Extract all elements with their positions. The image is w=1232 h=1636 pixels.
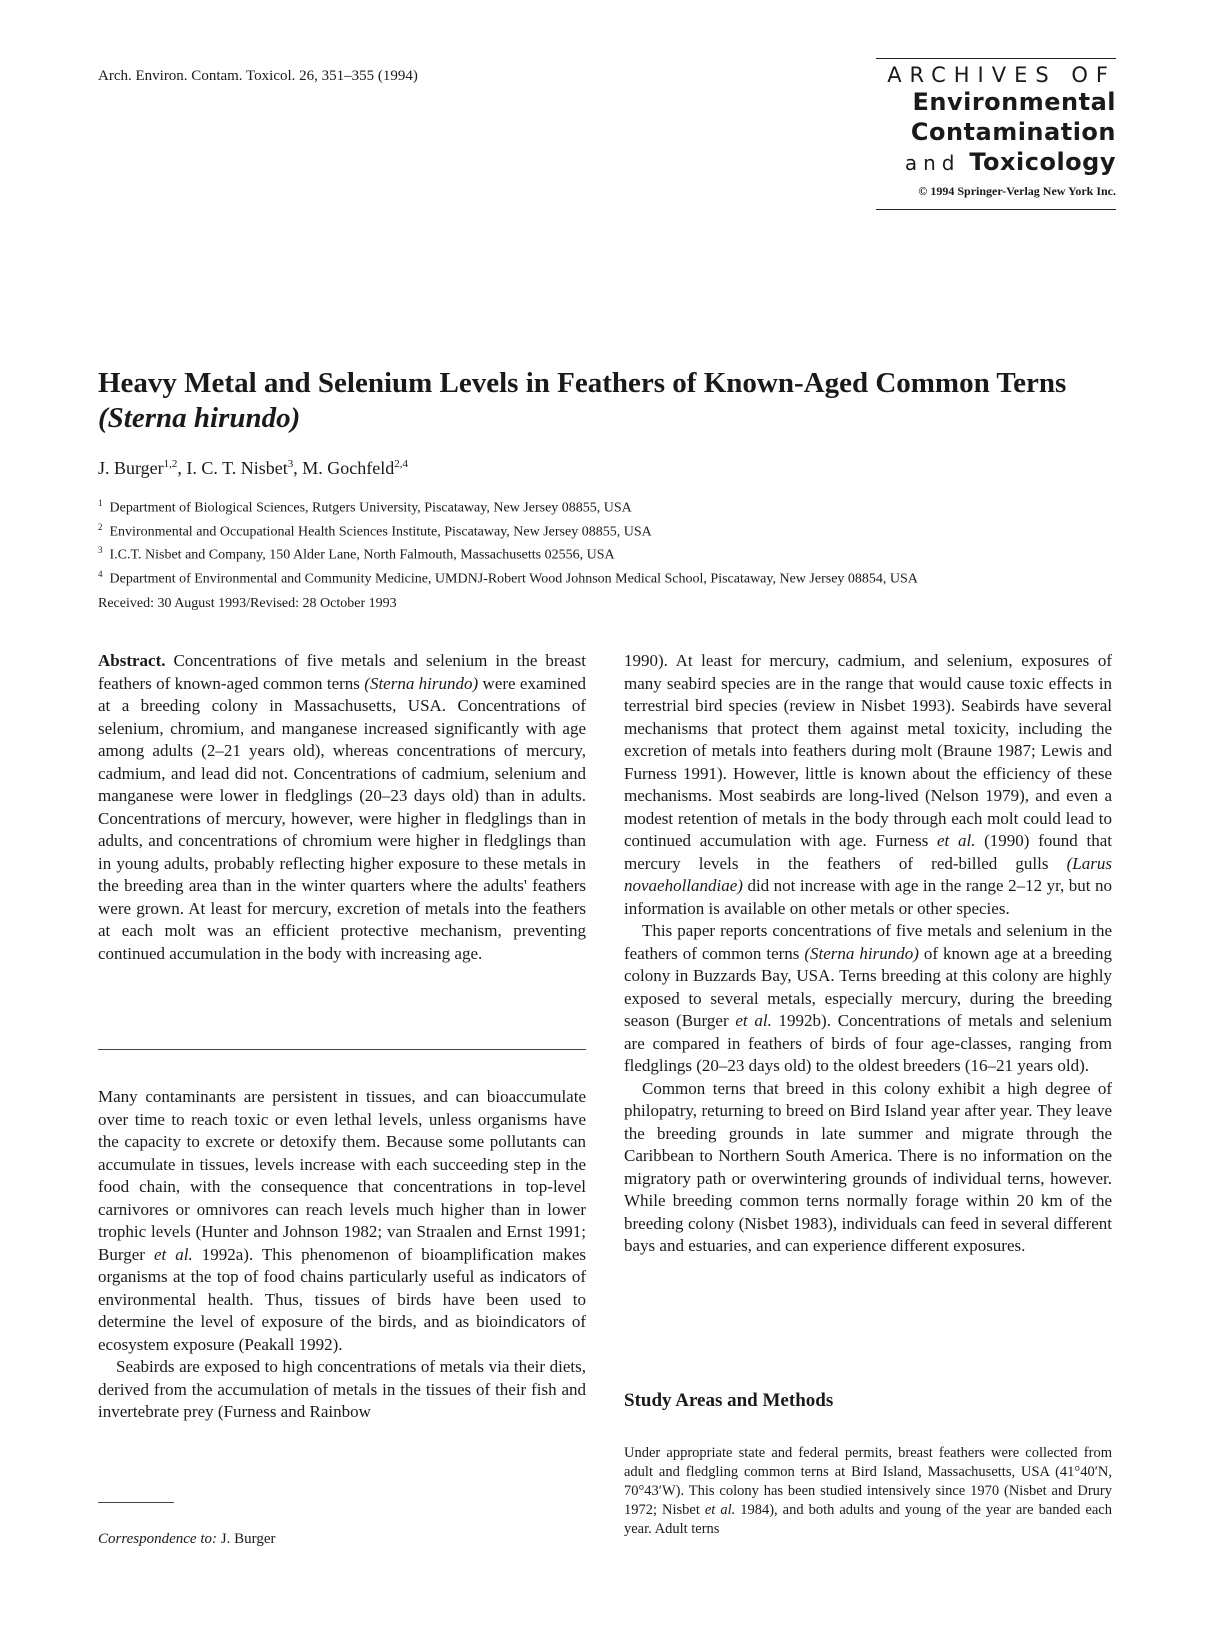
journal-archives-label: ARCHIVES OF xyxy=(887,63,1116,87)
author-name: J. Burger xyxy=(98,458,164,478)
body-paragraph: This paper reports concentrations of five metals and selenium in the feathers of common terns (Sterna hirundo) of known age at a breeding colony in Buzzards Bay, USA. Terns breeding at this colony are highly exposed to several metals, especially mercury, during the breeding season (Burger et al. 1992b). Concentrations of metals and selenium are compared in feathers of birds of four age-classes, ranging from fledglings (20–23 days old) to the oldest breeders (16–21 years old). xyxy=(624,921,1112,1075)
article-title-species: (Sterna hirundo) xyxy=(98,402,301,434)
author-affil-ref: 3 xyxy=(287,458,294,470)
masthead-top-rule xyxy=(876,58,1116,59)
affiliation-item: $^2$ Environmental and Occupational Health Sciences Institute, Piscataway, New Jersey 08855, USA xyxy=(98,521,652,540)
intro-paragraph: Many contaminants are persistent in tissues, and can bioaccumulate over time to reach toxic or even lethal levels, unless organisms have the capacity to excrete or detoxify them. Because some pollutants can accumulate in tissues, levels increase with each succeeding step in the food chain, with the consequence that concentrations in top-level carnivores or omnivores can reach levels much higher than in lower trophic levels (Hunter and Johnson 1982; van Straalen and Ernst 1991; Burger et al. 1992a). This phenomenon of bioamplification makes organisms at the top of food chains particularly useful as indicators of environmental health. Thus, tissues of birds have been used to determine the level of exposure of the birds, and as bioindicators of ecosystem exposure (Peakall 1992). xyxy=(98,1087,587,1354)
methods-text: Under appropriate state and federal permits, breast feathers were collected from adult and fledgling common terns at Bird Island, Massachusetts, USA (41°40′N, 70°43′W). This colony has been studied intensively since 1970 (Nisbet and Drury 1972; Nisbet et al. 1984), and both adults and young of the year are banded each year. Adult terns xyxy=(624,1445,1112,1537)
author-name: M. Gochfeld xyxy=(302,458,395,478)
author-name: I. C. T. Nisbet xyxy=(186,458,288,478)
author-affil-ref: 2,4 xyxy=(394,458,408,470)
footnote-rule xyxy=(98,1502,174,1503)
body-paragraph: Common terns that breed in this colony exhibit a high degree of philopatry, returning to breed on Bird Island year after year. They leave the breeding grounds in late summer and migrate through the Caribbean to Northern South America. There is no information on the migratory path or overwintering grounds of individual terns, however. While breeding common terns normally forage within 20 km of the breeding colony (Nisbet 1983), individuals can feed in several different bays and estuaries, and can experience different exposures. xyxy=(624,1078,1112,1255)
received-dates: Received: 30 August 1993/Revised: 28 October 1993 xyxy=(98,596,397,611)
journal-name-toxicology: Toxicology xyxy=(969,148,1116,176)
right-column-text xyxy=(624,650,1112,1258)
correspondence-note: Correspondence to: J. Burger xyxy=(98,1531,276,1547)
affiliation-list xyxy=(98,494,918,589)
journal-and: and xyxy=(904,151,961,175)
article-title-main: Heavy Metal and Selenium Levels in Feathers of Known-Aged Common Terns xyxy=(98,367,1067,399)
journal-name-contamination: Contamination xyxy=(910,118,1116,146)
masthead-bottom-rule xyxy=(876,209,1116,210)
body-paragraph: 1990). At least for mercury, cadmium, and selenium, exposures of many seabird species are in the range that would cause toxic effects in terrestrial bird species (review in Nisbet 1993). Seabirds have several mechanisms that protect them against metal toxicity, including the excretion of metals into feathers during molt (Braune 1987; Lewis and Furness 1991). However, little is known about the efficiency of these mechanisms. Most seabirds are long-lived (Nelson 1979), and even a modest retention of metals in the body through each molt could lead to continued accumulation with age. Furness et al. (1990) found that mercury levels in the feathers of red-billed gulls (Larus novaehollandiae) did not increase with age in the range 2–12 yr, but no information is available on other metals or other species. xyxy=(624,651,1112,918)
author-affil-ref: 1,2 xyxy=(163,458,178,470)
affiliation-item: $^1$ Department of Biological Sciences, Rutgers University, Piscataway, New Jersey 08855, USA xyxy=(98,498,632,516)
abstract: Abstract. Concentrations of five metals and selenium in the breast feathers of known-aged common terns (Sterna hirundo) were examined at a breeding colony in Massachusetts, USA. Concentrations of selenium, chromium, and manganese increased significantly with age among adults (2–21 years old), whereas concentrations of mercury, cadmium, and lead did not. Concentrations of cadmium, selenium and manganese were lower in fledglings (20–23 days old) than in adults. Concentrations of mercury, however, were higher in fledglings than in adults, and concentrations of chromium were higher in fledglings than in young adults, probably reflecting higher exposure to these metals in the breeding area than in the winter quarters where the adults' feathers were grown. At least for mercury, excretion of metals into the feathers at each molt was an efficient protective mechanism, preventing continued accumulation in the body with increasing age. xyxy=(98,651,586,963)
journal-name-toxicology-line xyxy=(876,147,1116,178)
journal-masthead xyxy=(876,58,1116,210)
journal-name-environmental: Environmental xyxy=(912,88,1116,116)
abstract-label: Abstract. xyxy=(98,651,166,670)
intro-paragraph: Seabirds are exposed to high concentrations of metals via their diets, derived from the accumulation of metals in the tissues of their fish and invertebrate prey (Furness and Rainbow xyxy=(98,1357,586,1421)
article-title xyxy=(98,366,1138,436)
affiliation-item: $^4$ Department of Environmental and Community Medicine, UMDNJ-Robert Wood Johnson Medical School, Piscataway, New Jersey 08854, USA xyxy=(98,568,918,587)
journal-copyright: © 1994 Springer-Verlag New York Inc. xyxy=(918,184,1116,198)
introduction-text xyxy=(98,1086,586,1424)
journal-citation: Arch. Environ. Contam. Toxicol. 26, 351–355 (1994) xyxy=(98,68,418,84)
affiliation-item: $^3$ I.C.T. Nisbet and Company, 150 Alder Lane, North Falmouth, Massachusetts 02556, USA xyxy=(98,545,615,563)
section-heading: Study Areas and Methods xyxy=(624,1390,834,1411)
author-list: J. Burger$^{1,2}$, I. C. T. Nisbet$^3$, M. Gochfeld$^{2,4}$ xyxy=(98,458,408,478)
abstract-divider xyxy=(98,1049,586,1050)
